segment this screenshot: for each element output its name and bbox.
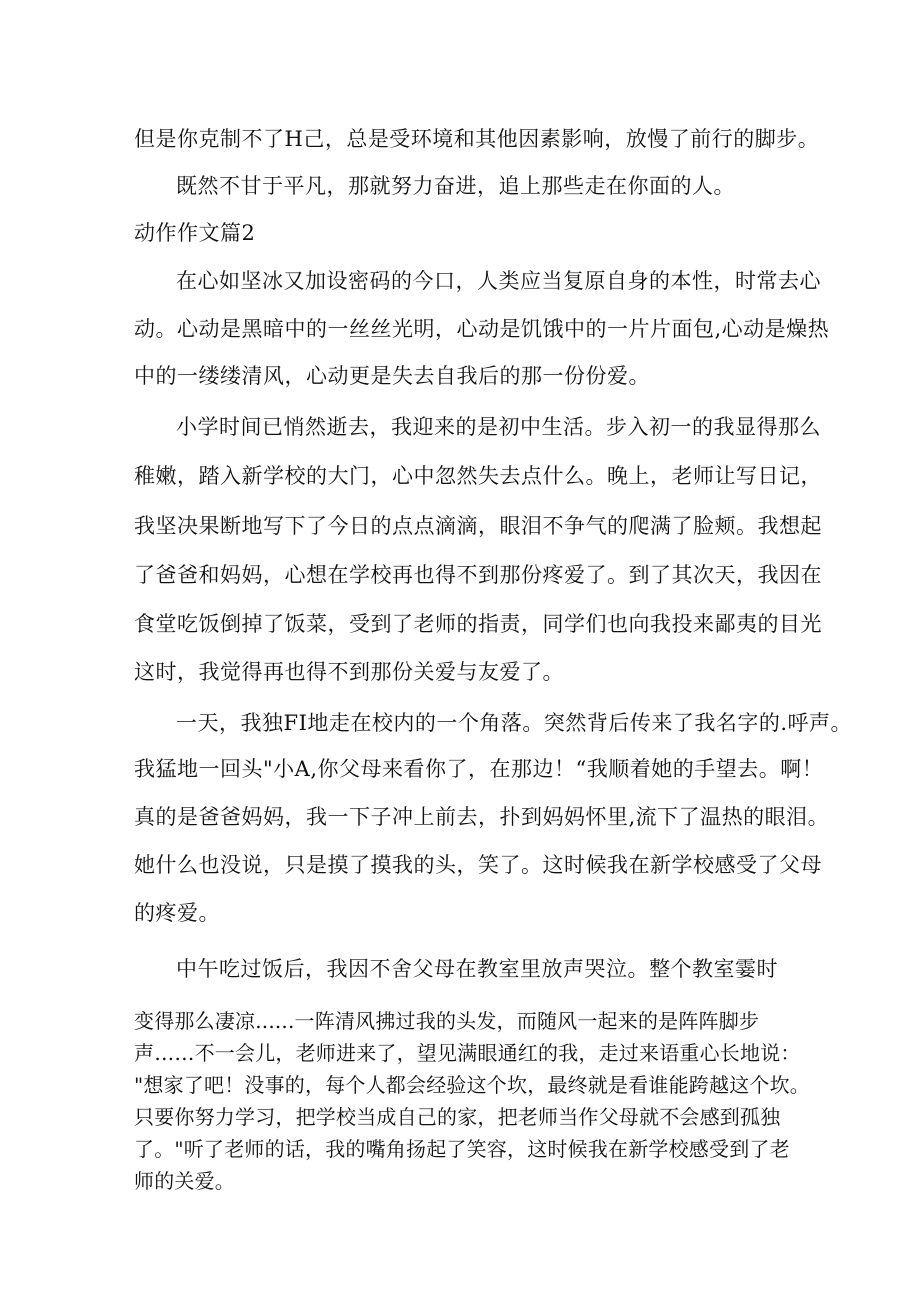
text-line: 动。心动是黑暗中的一丝丝光明，心动是饥饿中的一片片面包,心动是燥热 [134, 317, 830, 341]
text-line: 小学时间已悄然逝去，我迎来的是初中生活。步入初一的我显得那么 [176, 415, 821, 439]
text-line: 稚嫩，踏入新学校的大门，心中忽然失去点什么。晚上，老师让写日记， [134, 464, 822, 488]
text-line: 但是你克制不了H己，总是受环境和其他因素影响，放慢了前行的脚步。 [134, 127, 820, 151]
text-line: 了。"听了老师的话，我的嘴角扬起了笑容，这时候我在新学校感受到了老 [134, 1137, 790, 1161]
text-line: 在心如坚冰又加设密码的今口，人类应当复原自身的本性，时常去心 [176, 269, 821, 293]
text-line: 我猛地一回头"小A,你父母来看你了，在那边！“我顺着她的手望去。啊！ [134, 757, 824, 781]
text-line: 真的是爸爸妈妈，我一下子冲上前去，扑到妈妈怀里,流下了温热的眼泪。 [134, 805, 830, 829]
text-line: 食堂吃饭倒掉了饭菜，受到了老师的指责，同学们也向我投来鄙夷的目光 [134, 612, 822, 636]
text-line: 了爸爸和妈妈，心想在学校再也得不到那份疼爱了。到了其次天，我因在 [134, 563, 822, 587]
text-line: 一天，我独FI地走在校内的一个角落。突然背后传来了我名字的.呼声。 [176, 711, 853, 735]
text-line: 中午吃过饭后，我因不舍父母在教室里放声哭泣。整个教室霎时 [176, 957, 778, 981]
text-line: 声……不一会儿，老师进来了，望见满眼通红的我，走过来语重心长地说： [134, 1041, 801, 1065]
text-line: 的疼爱。 [134, 901, 220, 925]
text-line: "想家了吧！没事的，每个人都会经验这个坎，最终就是看谁能跨越这个坎。 [134, 1073, 810, 1097]
text-line: 她什么也没说，只是摸了摸我的头，笑了。这时候我在新学校感受了父母 [134, 853, 822, 877]
text-line: 中的一缕缕清风，心动更是失去自我后的那一份份爱。 [134, 364, 650, 388]
text-line: 我坚决果断地写下了今日的点点滴滴，眼泪不争气的爬满了脸颊。我想起 [134, 514, 822, 538]
text-line: 师的关爱。 [134, 1169, 235, 1193]
text-line: 只要你努力学习，把学校当成自己的家，把老师当作父母就不会感到孤独 [134, 1105, 781, 1129]
text-line: 变得那么凄凉......一阵清风拂过我的头发，而随风一起来的是阵阵脚步 [134, 1009, 760, 1033]
text-line: 既然不甘于平凡，那就努力奋进，追上那些走在你面的人。 [176, 174, 735, 198]
text-line: 这时，我觉得再也得不到那份关爱与友爱了。 [134, 660, 564, 684]
section-heading: 动作作文篇2 [134, 221, 256, 245]
